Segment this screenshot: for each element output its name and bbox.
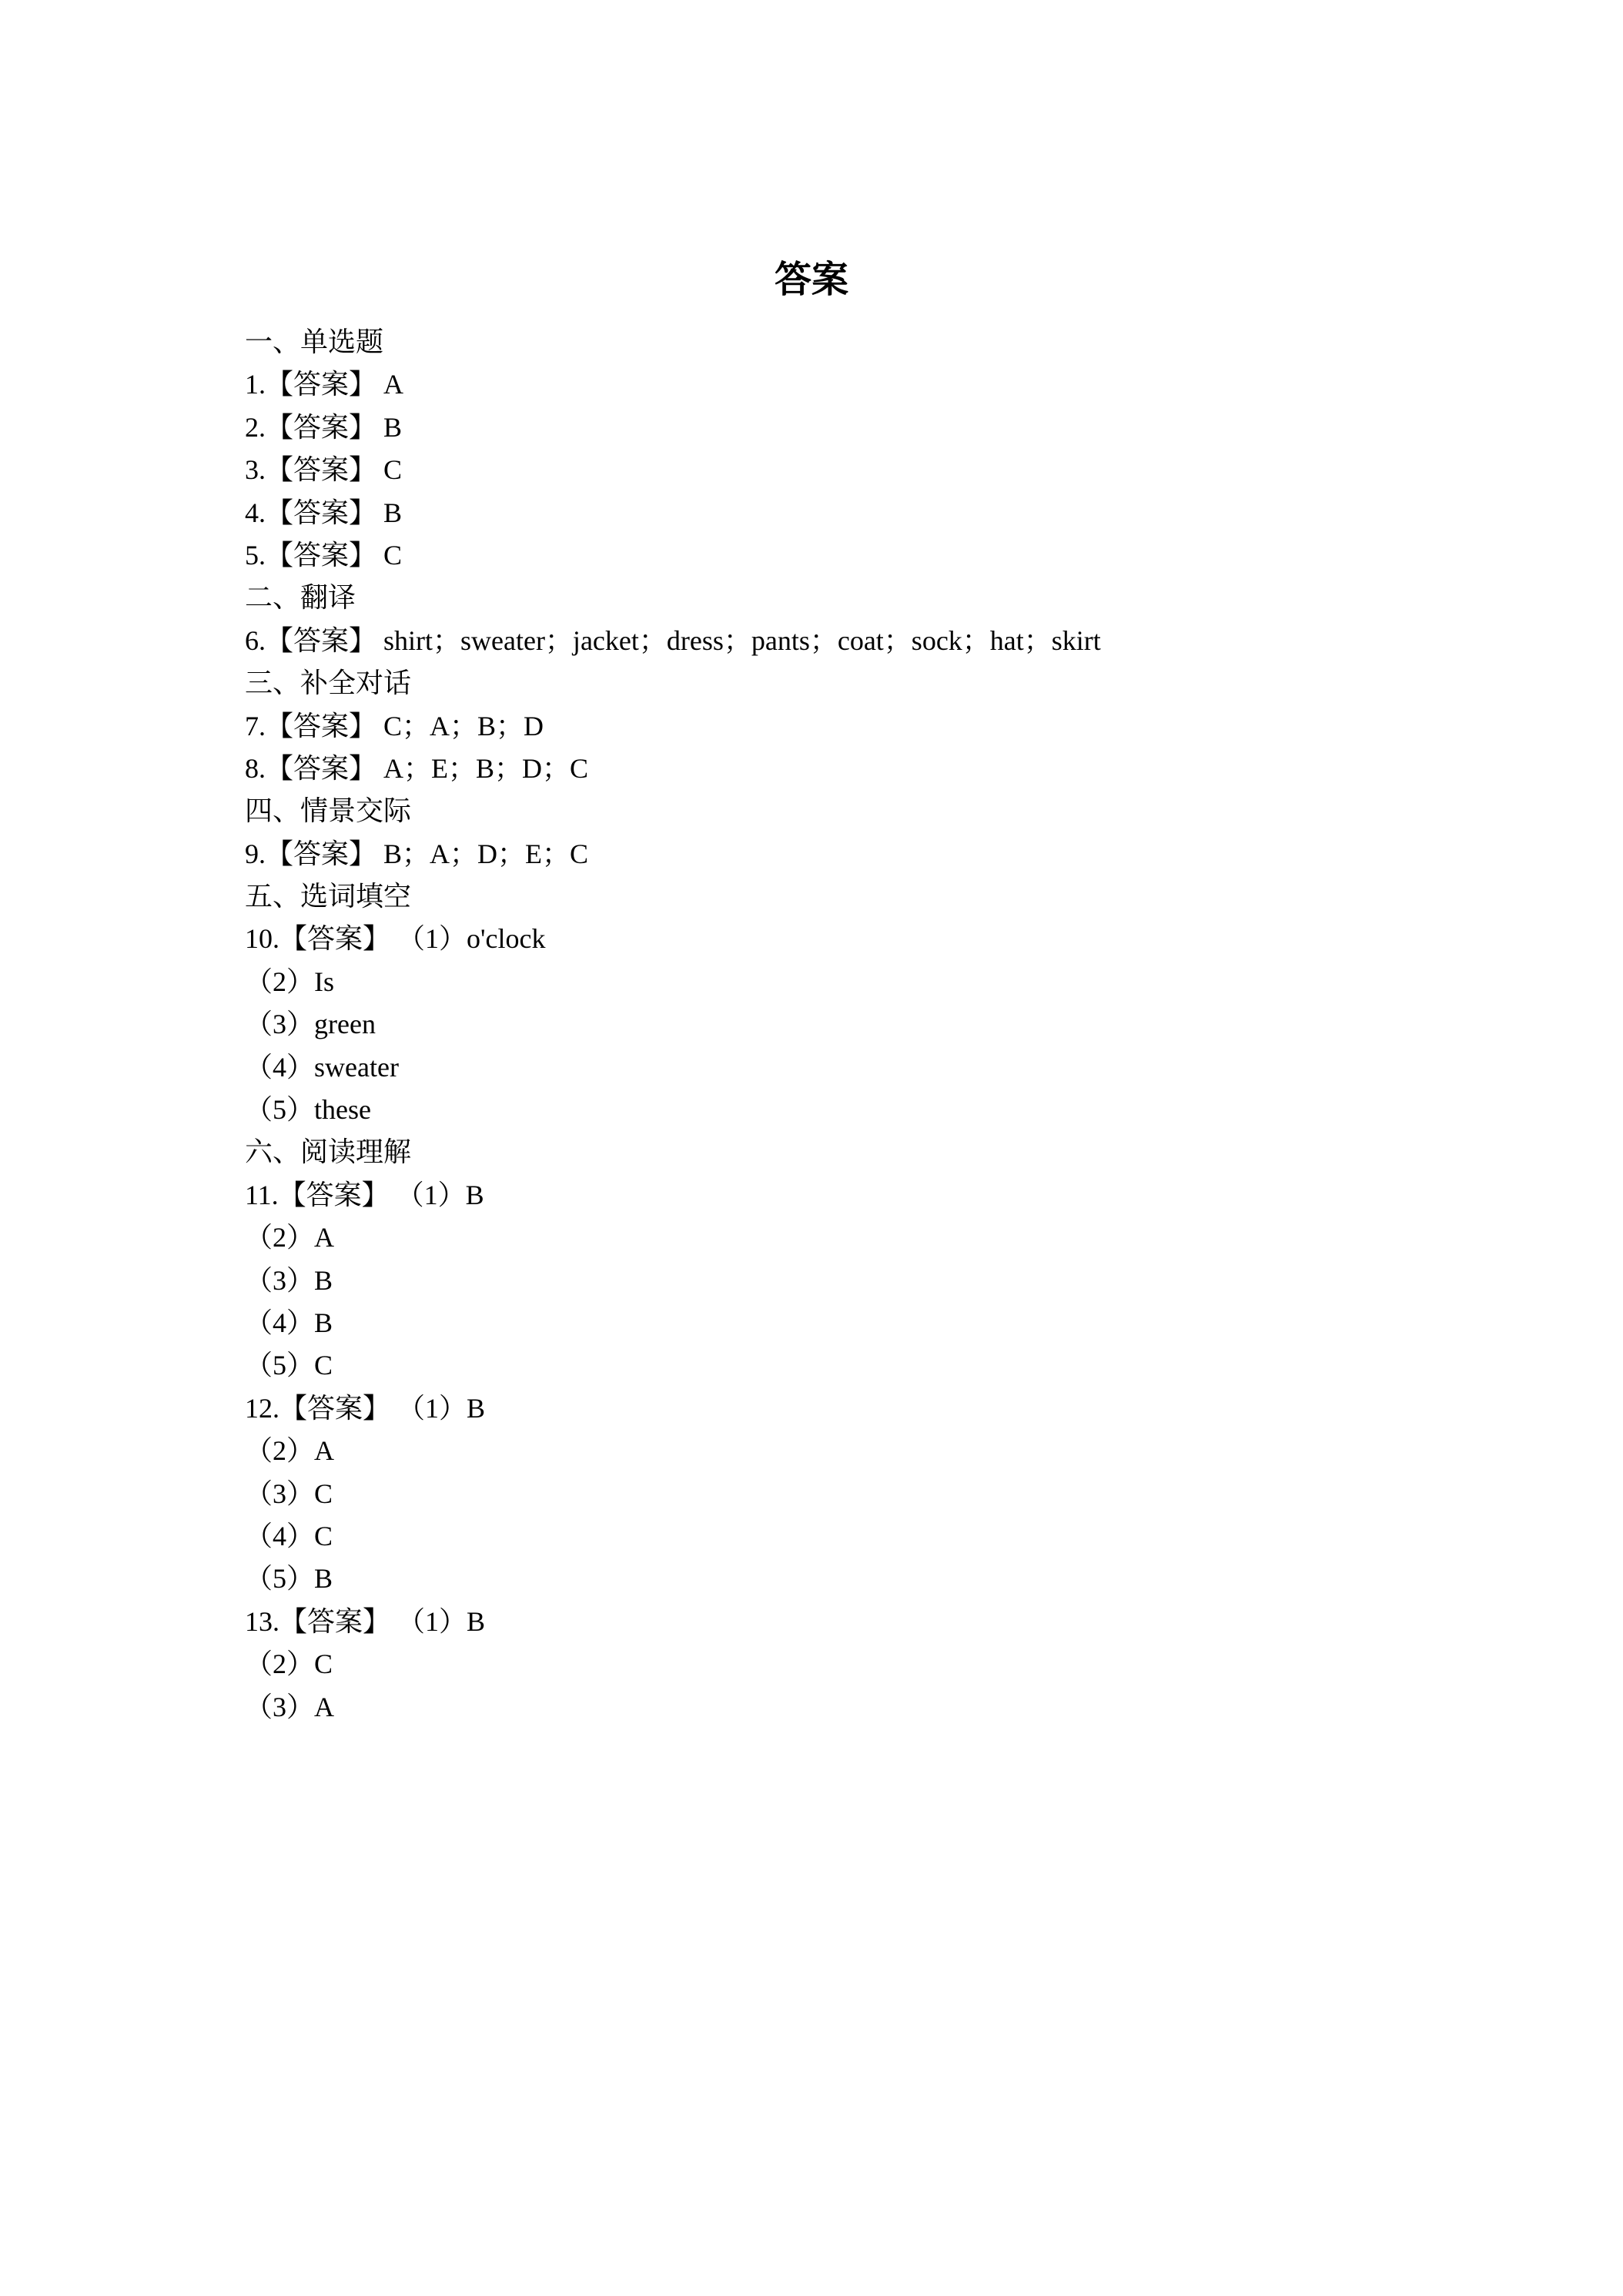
page-title: 答案 [774, 258, 848, 301]
sub-answer-line: （2）C [245, 1648, 333, 1680]
sub-answer-line: （3）A [245, 1691, 334, 1722]
sub-answer-line: （4）C [245, 1520, 333, 1551]
section-heading-single-choice: 一、单选题 [245, 326, 384, 357]
answer-line: 1.【答案】 A [245, 369, 403, 400]
answer-line: 12.【答案】 （1）B [245, 1392, 486, 1424]
section-heading-translation: 二、翻译 [245, 582, 356, 614]
answer-line: 8.【答案】 A；E；B；D；C [245, 752, 589, 784]
answer-line: 4.【答案】 B [245, 497, 403, 528]
section-heading-dialogue: 三、补全对话 [245, 668, 412, 699]
sub-answer-line: （4）sweater [245, 1051, 399, 1083]
sub-answer-line: （3）green [245, 1009, 376, 1040]
sub-answer-line: （5）B [245, 1563, 333, 1595]
sub-answer-line: （4）B [245, 1307, 333, 1338]
answer-line: 9.【答案】 B；A；D；E；C [245, 838, 589, 869]
answer-line: 7.【答案】 C；A；B；D [245, 710, 544, 741]
answer-line: 2.【答案】 B [245, 411, 403, 443]
sub-answer-line: （2）Is [245, 966, 334, 997]
sub-answer-line: （2）A [245, 1222, 334, 1253]
sub-answer-line: （3）C [245, 1478, 333, 1509]
answer-line: 11.【答案】 （1）B [245, 1179, 484, 1210]
answer-line: 3.【答案】 C [245, 454, 403, 486]
sub-answer-line: （5）C [245, 1350, 333, 1381]
sub-answer-line: （2）A [245, 1435, 334, 1467]
answer-line: 6.【答案】 shirt；sweater；jacket；dress；pants；coat；sock；hat；skirt [245, 624, 1101, 656]
answer-line: 5.【答案】 C [245, 539, 403, 571]
section-heading-fill-in: 五、选词填空 [245, 881, 412, 912]
answer-line: 10.【答案】 （1）o'clock [245, 923, 546, 955]
sub-answer-line: （5）these [245, 1094, 371, 1126]
sub-answer-line: （3）B [245, 1264, 333, 1296]
answer-list [245, 321, 1477, 1729]
section-heading-situational: 四、情景交际 [245, 795, 412, 827]
section-heading-reading: 六、阅读理解 [245, 1136, 412, 1168]
answer-line: 13.【答案】 （1）B [245, 1605, 486, 1637]
